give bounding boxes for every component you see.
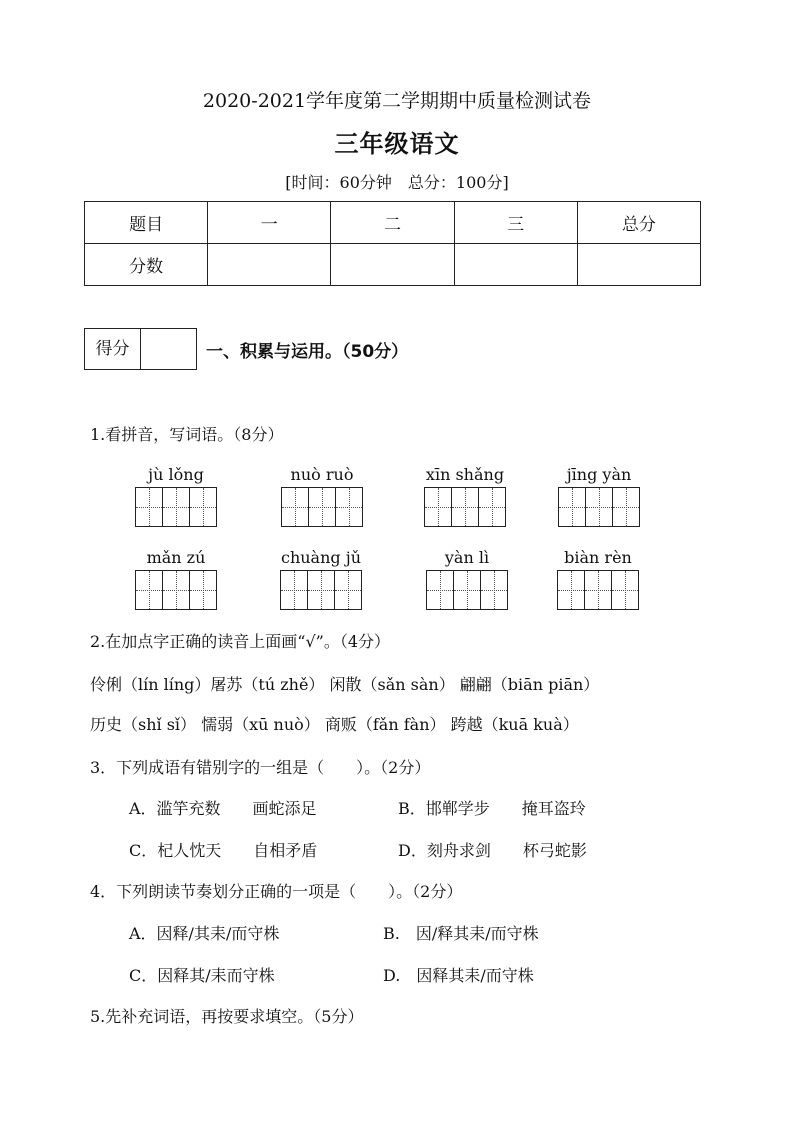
- option-b[interactable]: B．邯郸学步 掩耳盗玲: [398, 799, 586, 818]
- table-cell: 分数: [85, 244, 208, 286]
- writing-grid[interactable]: [424, 487, 506, 527]
- pinyin-item: [557, 548, 639, 610]
- option-a[interactable]: A．因释/其耒/而守株: [129, 924, 280, 943]
- pinyin-item: [135, 548, 217, 610]
- table-row: [85, 244, 701, 286]
- pinyin-item: [135, 465, 217, 527]
- writing-grid[interactable]: [280, 570, 362, 610]
- pinyin-label: yàn lì: [444, 548, 490, 567]
- writing-grid[interactable]: [426, 570, 508, 610]
- question-2-line: 历史（shǐ sǐ） 懦弱（xū nuò） 商贩（fǎn fàn） 跨越（kuā kuà）: [90, 715, 579, 734]
- pinyin-label: chuàng jǔ: [280, 548, 361, 567]
- score-input-cell[interactable]: [208, 244, 331, 286]
- pinyin-label: jīng yàn: [566, 465, 632, 484]
- question-2-line: 伶俐（lín líng）屠苏（tú zhě） 闲散（sǎn sàn） 翩翩（biān piān）: [90, 675, 600, 694]
- question-5: 5.先补充词语，再按要求填空。（5分）: [90, 1007, 364, 1026]
- option-d[interactable]: D．刻舟求剑 杯弓蛇影: [398, 841, 587, 860]
- writing-grid[interactable]: [557, 570, 639, 610]
- section-title: 一、积累与运用。（50分）: [206, 342, 409, 362]
- pinyin-label: biàn rèn: [564, 548, 632, 567]
- writing-grid[interactable]: [135, 487, 217, 527]
- table-cell: 总分: [577, 202, 700, 244]
- option-a[interactable]: A．滥竽充数 画蛇添足: [129, 799, 317, 818]
- section-score-label: 得分: [85, 329, 141, 369]
- question-2: 2.在加点字正确的读音上面画“√”。（4分）: [90, 632, 391, 651]
- pinyin-label: xīn shǎng: [425, 465, 505, 484]
- score-input-cell[interactable]: [577, 244, 700, 286]
- table-cell: 题目: [85, 202, 208, 244]
- subject-title: 三年级语文: [334, 130, 460, 158]
- score-input-cell[interactable]: [331, 244, 454, 286]
- writing-grid[interactable]: [135, 570, 217, 610]
- pinyin-item: [280, 548, 362, 610]
- exam-title: 2020-2021学年度第二学期期中质量检测试卷: [202, 90, 592, 112]
- pinyin-item: [424, 465, 506, 527]
- pinyin-label: mǎn zú: [146, 548, 206, 567]
- option-b[interactable]: B. 因/释其耒/而守株: [383, 924, 539, 943]
- score-table: [84, 201, 701, 286]
- pinyin-item: [281, 465, 363, 527]
- question-3: 3．下列成语有错别字的一组是（ ）。（2分）: [90, 758, 431, 777]
- option-c[interactable]: C．杞人忱天 自相矛盾: [129, 841, 318, 860]
- pinyin-label: jù lǒng: [148, 465, 204, 484]
- question-4: 4．下列朗读节奏划分正确的一项是（ ）。（2分）: [90, 882, 463, 901]
- section-score-input[interactable]: [141, 329, 196, 369]
- section-score-box: [84, 328, 197, 370]
- pinyin-label: nuò ruò: [290, 465, 354, 484]
- option-c[interactable]: C．因释其/耒而守株: [129, 966, 275, 985]
- table-row: [85, 202, 701, 244]
- table-cell: 二: [331, 202, 454, 244]
- pinyin-item: [426, 548, 508, 610]
- table-cell: 三: [454, 202, 577, 244]
- option-d[interactable]: D. 因释其耒/而守株: [383, 966, 534, 985]
- question-1: 1.看拼音，写词语。（8分）: [90, 425, 284, 444]
- writing-grid[interactable]: [281, 487, 363, 527]
- writing-grid[interactable]: [558, 487, 640, 527]
- table-cell: 一: [208, 202, 331, 244]
- score-input-cell[interactable]: [454, 244, 577, 286]
- pinyin-item: [558, 465, 640, 527]
- exam-meta: [时间：60分钟 总分：100分]: [285, 173, 509, 192]
